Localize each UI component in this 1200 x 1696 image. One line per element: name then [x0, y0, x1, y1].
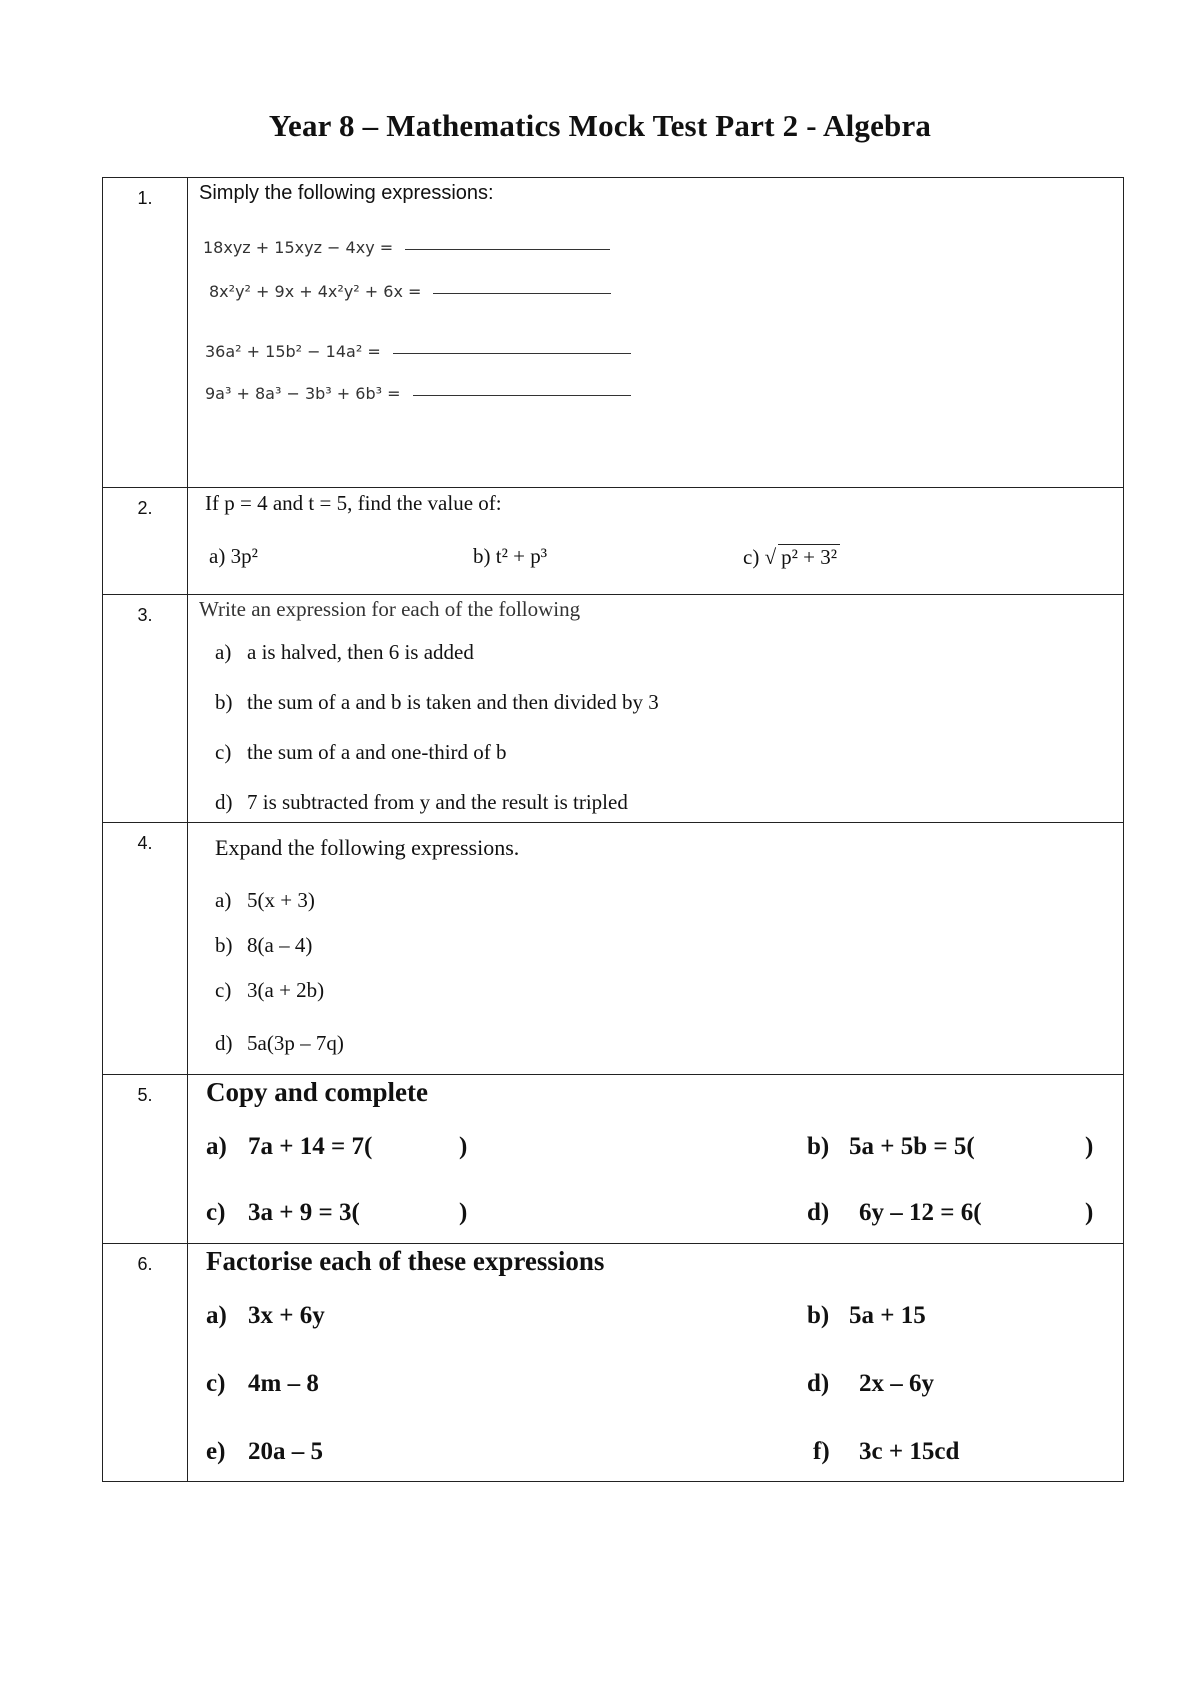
- list-item: [807, 1133, 975, 1161]
- item-label: e): [206, 1438, 226, 1465]
- list-item: [215, 933, 312, 958]
- question-number: 5.: [103, 1075, 188, 1243]
- question-5-row: [103, 1074, 1123, 1243]
- item-label: c): [206, 1199, 226, 1226]
- item-label: c): [215, 740, 232, 764]
- list-item: [206, 1370, 319, 1398]
- part-expression: 3p²: [230, 544, 258, 568]
- part-a: [209, 544, 258, 569]
- item-label: a): [215, 640, 232, 664]
- item-text: a is halved, then 6 is added: [247, 640, 474, 664]
- answer-blank[interactable]: [393, 352, 631, 354]
- answer-blank[interactable]: [433, 292, 611, 294]
- part-label: a): [209, 544, 226, 568]
- item-label: b): [215, 690, 233, 714]
- question-4-prompt: Expand the following expressions.: [215, 835, 520, 860]
- list-item: [807, 1199, 982, 1227]
- answer-blank[interactable]: [413, 394, 631, 396]
- expression-line: [205, 384, 631, 404]
- expression-line: [203, 238, 610, 258]
- item-text: 20a – 5: [248, 1438, 323, 1465]
- list-item: [807, 1370, 934, 1398]
- question-2-prompt: If p = 4 and t = 5, find the value of:: [205, 491, 502, 515]
- question-3-row: [103, 594, 1123, 822]
- expression: 9a³ + 8a³ − 3b³ + 6b³ =: [205, 384, 401, 403]
- part-label: c): [743, 545, 760, 569]
- question-4-body: [189, 823, 1123, 1074]
- item-label: c): [206, 1370, 226, 1397]
- part-expression: t² + p³: [495, 544, 548, 568]
- closing-bracket: ): [459, 1133, 468, 1160]
- expression-line: [209, 282, 611, 302]
- item-text: 2x – 6y: [859, 1370, 934, 1397]
- item-label: d): [215, 790, 233, 814]
- list-item: [206, 1302, 325, 1330]
- item-text: the sum of a and one-third of b: [247, 740, 507, 764]
- item-text: 8(a – 4): [247, 933, 313, 957]
- list-item: [813, 1438, 959, 1466]
- item-label: c): [215, 978, 232, 1002]
- item-text: 3c + 15cd: [859, 1438, 960, 1465]
- part-c: [743, 544, 840, 570]
- item-label: f): [813, 1438, 830, 1465]
- question-5-prompt: Copy and complete: [206, 1077, 428, 1107]
- list-item: [215, 1031, 344, 1056]
- item-label: d): [807, 1199, 830, 1226]
- expression: 8x²y² + 9x + 4x²y² + 6x =: [209, 282, 422, 301]
- list-item: [215, 690, 659, 715]
- item-text: 5a(3p – 7q): [247, 1031, 344, 1055]
- item-text: 3(a + 2b): [247, 978, 325, 1002]
- question-5-body: [189, 1075, 1123, 1243]
- item-text: 3a + 9 = 3(: [248, 1199, 360, 1226]
- item-label: a): [206, 1302, 227, 1329]
- item-text: 6y – 12 = 6(: [859, 1199, 982, 1226]
- question-1-prompt: Simply the following expressions:: [199, 182, 494, 204]
- question-6-body: [189, 1244, 1123, 1481]
- question-6-row: [103, 1243, 1123, 1481]
- list-item: [807, 1302, 926, 1330]
- question-number: 2.: [103, 488, 188, 594]
- question-4-row: [103, 822, 1123, 1074]
- item-text: 3x + 6y: [248, 1302, 325, 1329]
- list-item: [206, 1133, 372, 1161]
- expression-line: [205, 342, 631, 362]
- item-text: 5a + 5b = 5(: [849, 1133, 975, 1160]
- list-item: [206, 1199, 360, 1227]
- closing-bracket: ): [1085, 1133, 1094, 1160]
- question-number: 1.: [103, 178, 188, 487]
- list-item: [215, 978, 324, 1003]
- question-3-prompt: Write an expression for each of the following: [199, 597, 581, 621]
- question-1-row: [103, 178, 1123, 487]
- item-text: 5a + 15: [849, 1302, 926, 1329]
- list-item: [215, 640, 474, 665]
- item-label: b): [807, 1302, 830, 1329]
- question-number: 6.: [103, 1244, 188, 1481]
- question-number: 4.: [103, 823, 188, 1074]
- item-text: 5(x + 3): [247, 888, 315, 912]
- sqrt-symbol: √: [764, 545, 777, 569]
- question-2-row: [103, 487, 1123, 594]
- item-text: the sum of a and b is taken and then divided by 3: [247, 690, 659, 714]
- question-number: 3.: [103, 595, 188, 822]
- part-label: b): [473, 544, 491, 568]
- part-b: [473, 544, 547, 569]
- expression: 18xyz + 15xyz − 4xy =: [203, 238, 394, 257]
- expression: 36a² + 15b² − 14a² =: [205, 342, 381, 361]
- item-label: b): [215, 933, 233, 957]
- item-label: b): [807, 1133, 830, 1160]
- question-2-body: [189, 488, 1123, 594]
- item-label: a): [206, 1133, 227, 1160]
- question-table: [102, 177, 1124, 1482]
- part-expression: p² + 3²: [778, 544, 840, 570]
- item-label: d): [215, 1031, 233, 1055]
- list-item: [215, 888, 315, 913]
- closing-bracket: ): [1085, 1199, 1094, 1226]
- question-3-body: [189, 595, 1123, 822]
- item-text: 7a + 14 = 7(: [248, 1133, 373, 1160]
- item-label: d): [807, 1370, 830, 1397]
- question-6-prompt: Factorise each of these expressions: [206, 1246, 605, 1276]
- item-text: 4m – 8: [248, 1370, 319, 1397]
- list-item: [215, 790, 628, 815]
- item-text: 7 is subtracted from y and the result is tripled: [247, 790, 628, 814]
- list-item: [206, 1438, 323, 1466]
- question-1-body: [189, 178, 1123, 487]
- page-title: Year 8 – Mathematics Mock Test Part 2 - Algebra: [268, 108, 932, 143]
- answer-blank[interactable]: [405, 248, 610, 250]
- item-label: a): [215, 888, 232, 912]
- list-item: [215, 740, 507, 765]
- closing-bracket: ): [459, 1199, 468, 1226]
